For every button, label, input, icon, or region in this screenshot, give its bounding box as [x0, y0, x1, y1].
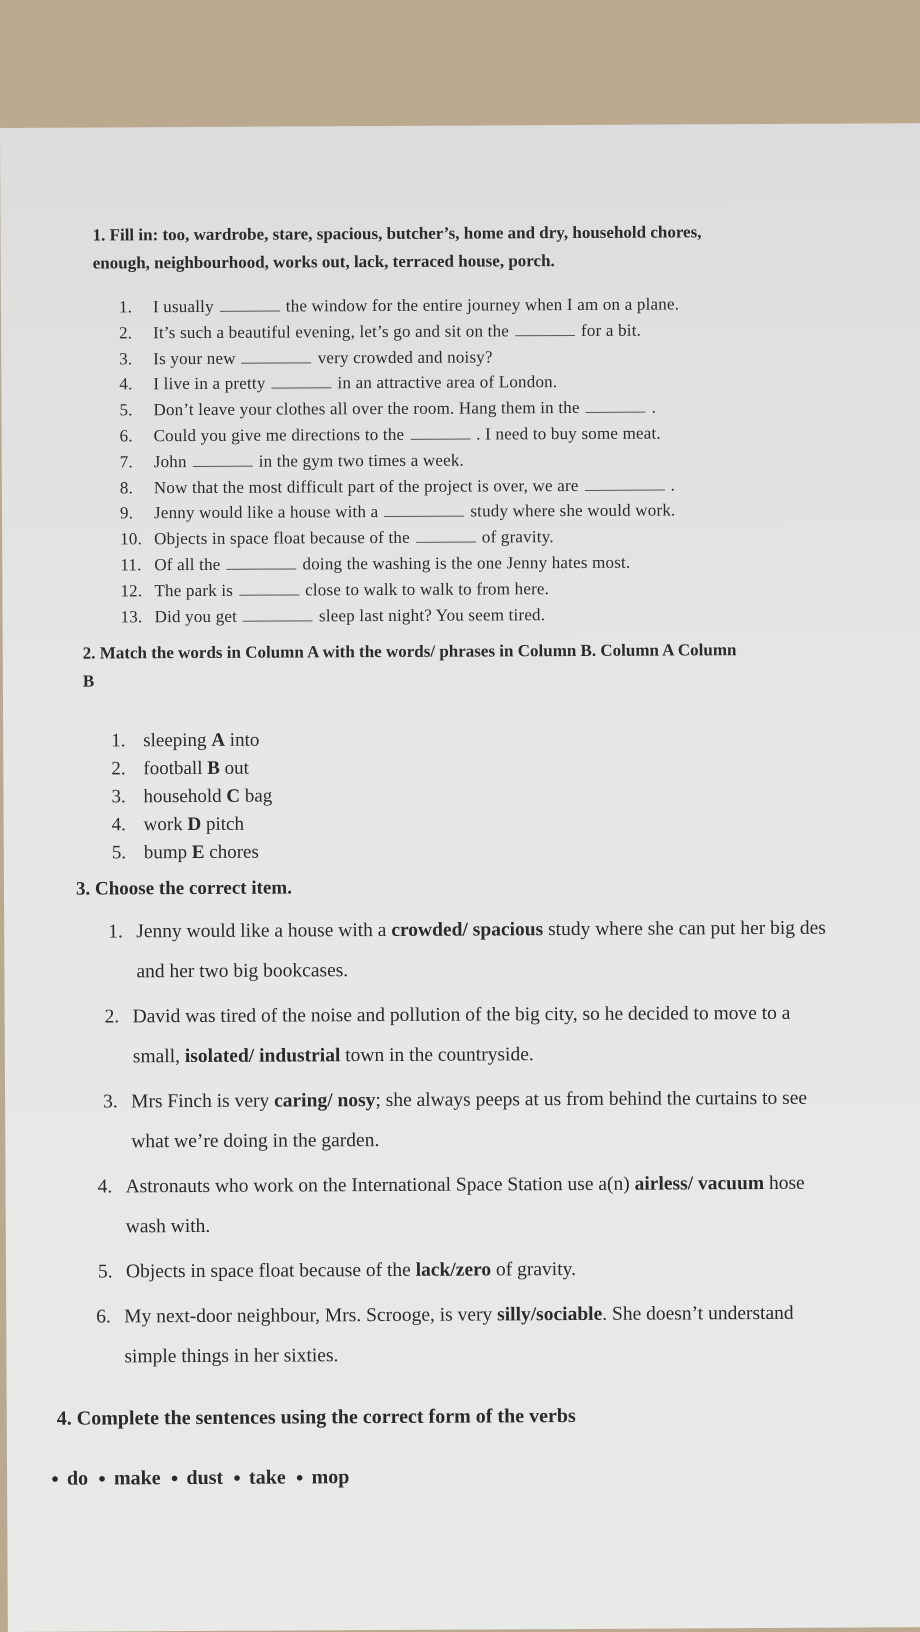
choice-line-2 — [133, 1033, 920, 1077]
item-text-after: close to walk to walk to from here. — [305, 578, 550, 600]
column-b-letter: C — [226, 785, 241, 807]
choice-options: isolated/ industrial — [184, 1045, 341, 1068]
item-text-before: Now that the most difficult part of the project is over, we are — [153, 475, 579, 497]
answer-blank — [193, 465, 253, 466]
item-text-before: Objects in space float because of the — [154, 528, 410, 549]
section-4 — [7, 1400, 920, 1433]
bullet-icon — [98, 1470, 106, 1485]
match-item — [112, 835, 920, 867]
column-b-word: pitch — [205, 813, 245, 835]
bullet-icon — [233, 1470, 241, 1485]
choice-line-2 — [126, 1203, 920, 1247]
item-number: 5. — [97, 1261, 113, 1283]
column-b-letter: B — [207, 757, 220, 779]
choice-item — [108, 907, 920, 992]
verb-option: take — [248, 1466, 286, 1489]
section-2-title-line1: 2. Match the words in Column A with the words/ phrases in Column B. Column A Column — [82, 640, 737, 663]
fill-in-item — [120, 600, 920, 630]
choice-options: airless/ vacuum — [634, 1173, 765, 1195]
answer-blank — [515, 335, 575, 336]
item-number: 2. — [104, 1006, 120, 1028]
answer-blank — [239, 594, 299, 595]
answer-blank — [242, 362, 312, 363]
column-a-word: sleeping — [143, 729, 207, 752]
item-text-before: Could you give me directions to the — [153, 424, 405, 446]
section-2 — [3, 635, 920, 696]
item-number: 10. — [120, 529, 143, 549]
item-text-after: . — [670, 475, 676, 495]
answer-blank — [227, 568, 297, 569]
item-text-after: of gravity. — [481, 527, 554, 547]
answer-blank — [416, 542, 476, 543]
item-text-before: The park is — [154, 580, 234, 600]
bullet-icon — [296, 1469, 304, 1484]
item-number: 3. — [103, 1091, 118, 1113]
choice-item — [96, 1292, 920, 1377]
verb-list — [51, 1463, 920, 1491]
choice-line-2 — [131, 1118, 920, 1162]
verb-option: dust — [186, 1466, 224, 1490]
item-text-before: Is your new — [153, 348, 236, 368]
item-text-after: . — [651, 397, 657, 417]
section-1-title-line1: 1. Fill in: too, wardrobe, stare, spacious, butcher’s, home and dry, household chores, — [92, 222, 702, 245]
match-item — [111, 779, 920, 811]
verb-option: do — [66, 1467, 89, 1490]
choice-text: Mrs Finch is very — [131, 1090, 275, 1113]
section-3 — [4, 871, 920, 904]
item-number: 4. — [97, 1176, 113, 1198]
answer-blank — [384, 516, 464, 517]
item-text-after: study where she would work. — [470, 500, 676, 521]
column-a-word: household — [143, 785, 222, 808]
choice-text: ; she always peeps at us from behind the curtains to see — [375, 1087, 808, 1112]
section-3-list — [4, 907, 920, 1382]
match-item — [112, 807, 920, 839]
column-b-word: into — [229, 729, 260, 751]
choice-line-1 — [96, 1292, 920, 1337]
column-a-word: bump — [143, 842, 188, 864]
item-text-before: Of all the — [154, 554, 221, 575]
item-number: 5. — [119, 400, 133, 420]
column-b-letter: D — [187, 813, 202, 836]
choice-line-1 — [108, 907, 920, 952]
answer-blank — [243, 620, 313, 621]
item-number: 8. — [119, 477, 134, 497]
choice-text: Jenny would like a house with a — [136, 919, 392, 943]
choice-options: crowded/ spacious — [391, 919, 544, 941]
section-3-title: 3. Choose the correct item. — [75, 877, 293, 900]
item-number: 13. — [120, 606, 143, 626]
verb-option: make — [113, 1467, 161, 1490]
item-number: 6. — [119, 426, 133, 446]
item-text-after: sleep last night? You seem tired. — [318, 604, 546, 625]
choice-text: wash with. — [125, 1215, 211, 1238]
item-number: 4. — [119, 374, 133, 394]
item-text-after: . I need to buy some meat. — [476, 423, 661, 444]
item-number: 1. — [108, 921, 123, 943]
item-number: 11. — [120, 555, 142, 575]
section-2-list — [3, 723, 920, 868]
match-item — [111, 723, 920, 755]
verb-option: mop — [311, 1466, 350, 1489]
answer-blank — [585, 489, 665, 490]
choice-text: study where she can put her big des — [543, 917, 826, 941]
item-number: 2. — [111, 758, 126, 780]
item-text-after: in the gym two times a week. — [258, 450, 465, 471]
choice-text: hose — [764, 1172, 805, 1195]
item-text-after: for a bit. — [580, 320, 642, 340]
item-text-before: Did you get — [154, 606, 238, 626]
choice-text: town in the countryside. — [340, 1044, 534, 1067]
choice-options: caring/ nosy — [274, 1090, 376, 1112]
choice-text: Astronauts who work on the International Space Station use a(n) — [125, 1173, 635, 1198]
answer-blank — [410, 439, 470, 440]
item-text-before: Don’t leave your clothes all over the room. Hang them in the — [153, 398, 580, 420]
section-4-title: 4. Complete the sentences using the correct form of the verbs — [56, 1405, 576, 1430]
item-number: 9. — [119, 503, 134, 523]
choice-text: simple things in her sixties. — [124, 1345, 339, 1368]
column-b-word: out — [224, 757, 249, 779]
item-text-after: the window for the entire journey when I am on a plane. — [285, 294, 680, 316]
choice-line-1 — [97, 1162, 920, 1207]
choice-text: what we’re doing in the garden. — [131, 1130, 380, 1153]
choice-options: lack/zero — [415, 1259, 492, 1281]
answer-blank — [272, 388, 332, 389]
section-1 — [0, 217, 920, 278]
choice-text: and her two big bookcases. — [136, 960, 349, 983]
worksheet-page — [0, 123, 920, 1632]
choice-line-1 — [98, 1247, 920, 1292]
choice-text: small, — [132, 1046, 185, 1068]
bullet-icon — [51, 1471, 59, 1486]
choice-text: . She doesn’t understand — [602, 1302, 794, 1325]
item-number: 4. — [111, 814, 126, 836]
choice-line-1 — [103, 1077, 920, 1122]
item-text-after: very crowded and noisy? — [317, 347, 493, 367]
item-text-before: It’s such a beautiful evening, let’s go and sit on the — [153, 321, 510, 342]
item-text-after: doing the washing is the one Jenny hates most. — [302, 552, 631, 574]
item-text-before: John — [153, 451, 187, 471]
choice-line-2 — [136, 948, 920, 992]
choice-item — [97, 1162, 920, 1247]
choice-text: Objects in space float because of the — [125, 1259, 416, 1283]
column-a-word: football — [143, 757, 203, 780]
choice-text: My next-door neighbour, Mrs. Scrooge, is very — [124, 1304, 498, 1328]
bullet-icon — [171, 1470, 179, 1485]
section-2-title-line2: B — [82, 671, 95, 691]
column-b-letter: A — [211, 729, 226, 751]
column-a-word: work — [143, 814, 183, 836]
column-b-word: bag — [244, 785, 273, 807]
item-number: 5. — [111, 842, 127, 864]
choice-text: of gravity. — [491, 1259, 577, 1281]
item-number: 6. — [96, 1306, 111, 1328]
item-number: 12. — [120, 581, 143, 601]
item-text-before: I live in a pretty — [153, 374, 266, 394]
item-text-before: Jenny would like a house with a — [153, 502, 379, 523]
section-1-title-line2: enough, neighbourhood, works out, lack, terraced house, porch. — [92, 251, 555, 273]
choice-line-1 — [105, 992, 920, 1037]
item-text-after: in an attractive area of London. — [337, 372, 558, 393]
match-item — [111, 751, 920, 783]
choice-item — [105, 992, 920, 1077]
column-b-word: chores — [209, 841, 259, 863]
item-number: 2. — [119, 323, 133, 343]
item-number: 3. — [111, 786, 126, 808]
item-text-before: I usually — [152, 296, 214, 317]
answer-blank — [586, 412, 646, 413]
choice-options: silly/sociable — [497, 1303, 603, 1326]
choice-item — [98, 1247, 920, 1292]
item-number: 3. — [119, 348, 133, 368]
section-1-list — [1, 290, 920, 630]
item-number: 7. — [119, 452, 133, 472]
choice-text: David was tired of the noise and pollution of the big city, so he decided to move to a — [132, 1002, 791, 1028]
item-number: 1. — [111, 730, 126, 752]
answer-blank — [220, 311, 280, 312]
item-number: 1. — [118, 297, 133, 317]
choice-line-2 — [124, 1333, 920, 1377]
choice-item — [103, 1077, 920, 1162]
column-b-letter: E — [191, 841, 205, 864]
